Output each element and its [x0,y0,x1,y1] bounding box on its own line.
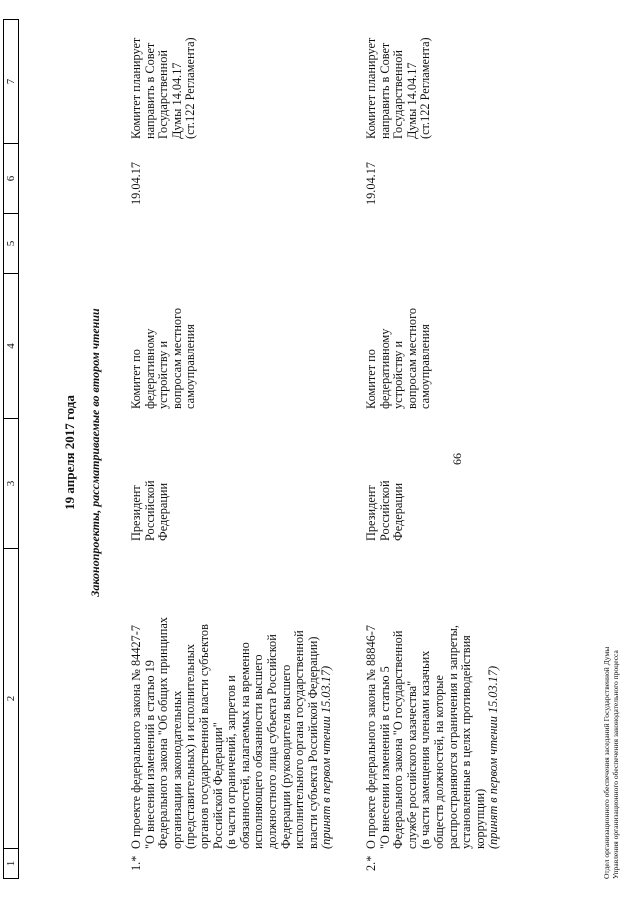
column-header-5: 5 [4,213,18,273]
committee-note-line: Комитет планирует [129,37,143,139]
bill-author-line: Российской [142,480,157,541]
bill-description-line: О проекте федерального закона № 84427-7 [129,624,143,849]
column-header-7: 7 [5,78,17,85]
column-header-2: 2 [4,548,18,848]
committee-line: федеративному [142,328,157,409]
committee-note-line: Думы 14.04.17 [404,62,419,139]
footer-line: Отдел организационного обеспечения заседаний Государственной Думы [602,646,611,879]
bill-author-line: Президент [364,485,378,541]
bill-description-line: коррупции) [472,788,487,849]
column-header-4: 4 [4,273,18,418]
bill-description-line: "О внесении изменений в статью 5 [377,666,392,849]
committee-line: самоуправления [418,324,433,409]
bill-description-line: распространяются ограничения и запреты, [445,624,460,849]
bill-description-line: Федерального закона "Об общих принципах [156,617,171,849]
row-number: 2.* [364,855,378,871]
bill-description-line: обществ должностей, на которые [431,675,446,849]
committee-line: устройству и [156,340,171,409]
bill-author-line: Федерации [156,482,171,541]
first-reading-note: (принят в первом чтении 15.03.17) [486,665,501,849]
committee-line: федеративному [377,328,392,409]
footer [602,647,620,879]
responsible-committee [130,259,198,409]
bill-author [130,461,171,541]
bill-description [130,609,334,849]
bill-description-line: Федерального закона "О государственной [391,630,406,849]
bill-description-line: органов государственной власти субъектов [196,624,211,849]
bill-author-line: Президент [129,485,143,541]
bill-description-line: организации законодательных [169,690,184,849]
committee-line: Комитет по [364,349,378,409]
column-header-1: 1 [4,848,18,878]
bill-description-line: должностного лица субъекта Российской [264,634,279,849]
bill-description-line: установленные в целях противодействия [459,635,474,849]
section-title: Законопроекты, рассматриваемые во втором чтении [88,308,102,597]
bill-description-line: О проекте федерального закона № 88846-7 [364,624,378,849]
responsible-committee [365,259,433,409]
committee-line: вопросам местного [404,308,419,409]
committee-note-line: направить в Совет [377,42,392,139]
review-date: 19.04.17 [129,161,143,205]
column-header-3: 3 [4,418,18,548]
bill-author-line: Российской [377,480,392,541]
committee-note-line: (ст.122 Регламента) [418,37,433,139]
committee-line: самоуправления [183,324,198,409]
bill-description-line: Федерации (руководителя высшего [278,664,293,849]
review-date: 19.04.17 [364,161,378,205]
committee-note-line: Комитет планирует [364,37,378,139]
footer-line: Управления организационного обеспечения законодательного процесса [611,650,620,879]
bill-description-line: (в части замещения членами казачьих [418,650,433,849]
bill-description-line: службе российского казачества" [404,680,419,849]
column-header-6: 6 [4,143,18,213]
committee-line: Комитет по [129,349,143,409]
committee-note-line: Государственной [391,50,406,139]
row-number: 1.* [129,855,143,871]
first-reading-note: (принят в первом чтении 15.03.17) [319,665,334,849]
committee-note-line: направить в Совет [142,42,157,139]
committee-line: вопросам местного [169,308,184,409]
bill-description-line: власти субъекта Российской Федерации) [305,636,320,849]
date-title: 19 апреля 2017 года [62,395,77,510]
committee-note-line: Государственной [156,50,171,139]
bill-description-line: исполнительного органа государственной [292,630,307,849]
column-header-row [3,19,19,879]
committee-line: устройству и [391,340,406,409]
bill-description-line: Российской Федерации" [210,722,225,849]
bill-description-line: "О внесении изменений в статью 19 [142,660,157,849]
committee-note-line: Думы 14.04.17 [169,62,184,139]
committee-note [130,19,198,139]
bill-description-line: (в части ограничений, запретов и [224,675,239,849]
bill-description-line: исполняющего обязанности высшего [251,654,266,849]
bill-description [365,609,501,849]
page-number: 66 [450,453,464,465]
committee-note [365,19,433,139]
bill-author-line: Федерации [391,482,406,541]
bill-description-line: (представительных) и исполнительных [183,643,198,849]
committee-note-line: (ст.122 Регламента) [183,37,198,139]
bill-description-line: обязанностей, налагаемых на временно [237,642,252,849]
bill-author [365,461,406,541]
